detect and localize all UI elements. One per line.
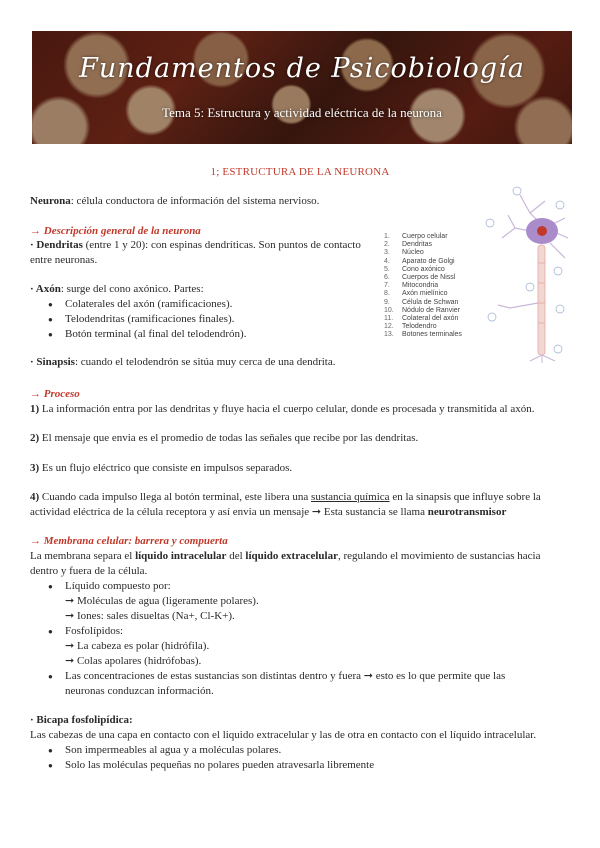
- list-item: ●: [48, 300, 53, 309]
- sinapsis-line: · Sinapsis: cuando el telodendrón se sitúa muy cerca de una dendrita.: [30, 356, 336, 368]
- list-item-text: Líquido compuesto por:: [65, 580, 171, 592]
- legend-item: 11. Colateral del axón: [384, 315, 459, 323]
- membrana-intro: La membrana separa el líquido intracelular del líquido extracelular, regulando el movimiento de sustancias hacia: [30, 550, 541, 562]
- legend-item: 7. Mitocondria: [384, 282, 439, 290]
- proceso-step-3: 3) Es un flujo eléctrico que consiste en impulsos separados.: [30, 462, 293, 474]
- neurona-definition: Neurona: célula conductora de información del sistema nervioso.: [30, 195, 320, 207]
- dendritas-line2: entre neuronas.: [30, 254, 98, 266]
- legend-item: 4. Aparato de Golgi: [384, 257, 455, 265]
- list-item: ●: [48, 627, 53, 636]
- list-subitem: ➞ Colas apolares (hidrófobas).: [65, 655, 202, 667]
- list-item-text: Son impermeables al agua y a moléculas polares.: [65, 744, 282, 756]
- list-subitem: ➞ Iones: sales disueltas (Na+, Cl-K+).: [65, 610, 235, 622]
- list-item: ●: [48, 746, 53, 755]
- list-item-text: Botón terminal (al final del telodendrón).: [65, 328, 247, 340]
- list-item-text: Colaterales del axón (ramificaciones).: [65, 298, 233, 310]
- list-subitem: ➞ La cabeza es polar (hidrófila).: [65, 640, 210, 652]
- list-item-text: Fosfolípidos:: [65, 625, 124, 637]
- membrana-intro-line2: dentro y fuera de la célula.: [30, 565, 148, 577]
- proceso-step-1: 1) La información entra por las dendritas y fluye hacia el cuerpo celular, donde es procesada y transmitida al axón.: [30, 403, 535, 415]
- legend-item: 1. Cuerpo celular: [384, 233, 448, 240]
- neuron-legend: [384, 233, 462, 340]
- section-title: 1; ESTRUCTURA DE LA NEURONA: [210, 166, 390, 178]
- legend-item: 5. Cono axónico: [384, 265, 445, 273]
- list-item-text: Solo las moléculas pequeñas no polares pueden atravesarla libremente: [65, 759, 375, 771]
- legend-item: 10. Nódulo de Ranvier: [384, 306, 460, 314]
- nucleus-shape: [537, 226, 547, 236]
- legend-item: 9. Célula de Schwan: [384, 298, 459, 306]
- legend-item: 2. Dendritas: [384, 241, 432, 249]
- proceso-heading: → Proceso: [30, 388, 80, 400]
- list-item: ●: [48, 330, 53, 339]
- bicapa-intro: Las cabezas de una capa en contacto con el liquido extracelular y las de otra en contacto con el líquido intracelular.: [30, 729, 537, 741]
- list-item-text: Telodendritas (ramificaciones finales).: [65, 313, 235, 325]
- axon-line: · Axón: surge del cono axónico. Partes:: [30, 283, 204, 295]
- list-item-text: Las concentraciones de estas sustancias son distintas dentro y fuera ➞ esto es lo que permite que las: [65, 670, 506, 682]
- legend-item: 6. Cuerpos de Nissl: [384, 274, 456, 282]
- list-item: ●: [48, 582, 53, 591]
- sustancia-quimica-link[interactable]: sustancia química: [311, 491, 390, 503]
- legend-item: 8. Axón mielínico: [384, 290, 448, 298]
- membrana-heading: → Membrana celular: barrera y compuerta: [30, 535, 228, 547]
- proceso-step-2: 2) El mensaje que envia es el promedio de todas las señales que recibe por las dendritas.: [30, 432, 419, 444]
- dendritas-line: · Dendritas (entre 1 y 20): con espinas dendríticas. Son puntos de contacto: [30, 239, 361, 251]
- list-item: ●: [48, 761, 53, 770]
- course-title: Fundamentos de Psicobiología: [79, 53, 525, 84]
- descripcion-heading: → Descripción general de la neurona: [30, 225, 201, 237]
- list-subitem: ➞ Moléculas de agua (ligeramente polares).: [65, 595, 259, 607]
- legend-item: 3. Núcleo: [384, 249, 424, 257]
- legend-item: 13. Botones terminales: [384, 331, 462, 339]
- list-item: ●: [48, 315, 53, 324]
- topic-subtitle: Tema 5: Estructura y actividad eléctrica de la neurona: [162, 105, 442, 120]
- proceso-step-4: 4) Cuando cada impulso llega al botón terminal, este libera una sustancia química en la sinapsis que influye sobre la: [30, 491, 541, 503]
- list-item: ●: [48, 672, 53, 681]
- axon-shape: [538, 245, 545, 355]
- bicapa-heading: · Bicapa fosfolipídica:: [30, 714, 133, 726]
- list-item-text: neuronas conduzcan información.: [65, 685, 214, 697]
- legend-item: 12. Telodendro: [384, 323, 437, 331]
- header-banner: [32, 31, 572, 144]
- proceso-step-4-line2: actividad eléctrica de la célula receptora y así envia un mensaje ➞ Esta sustancia se llama neurotransmisor: [30, 506, 507, 518]
